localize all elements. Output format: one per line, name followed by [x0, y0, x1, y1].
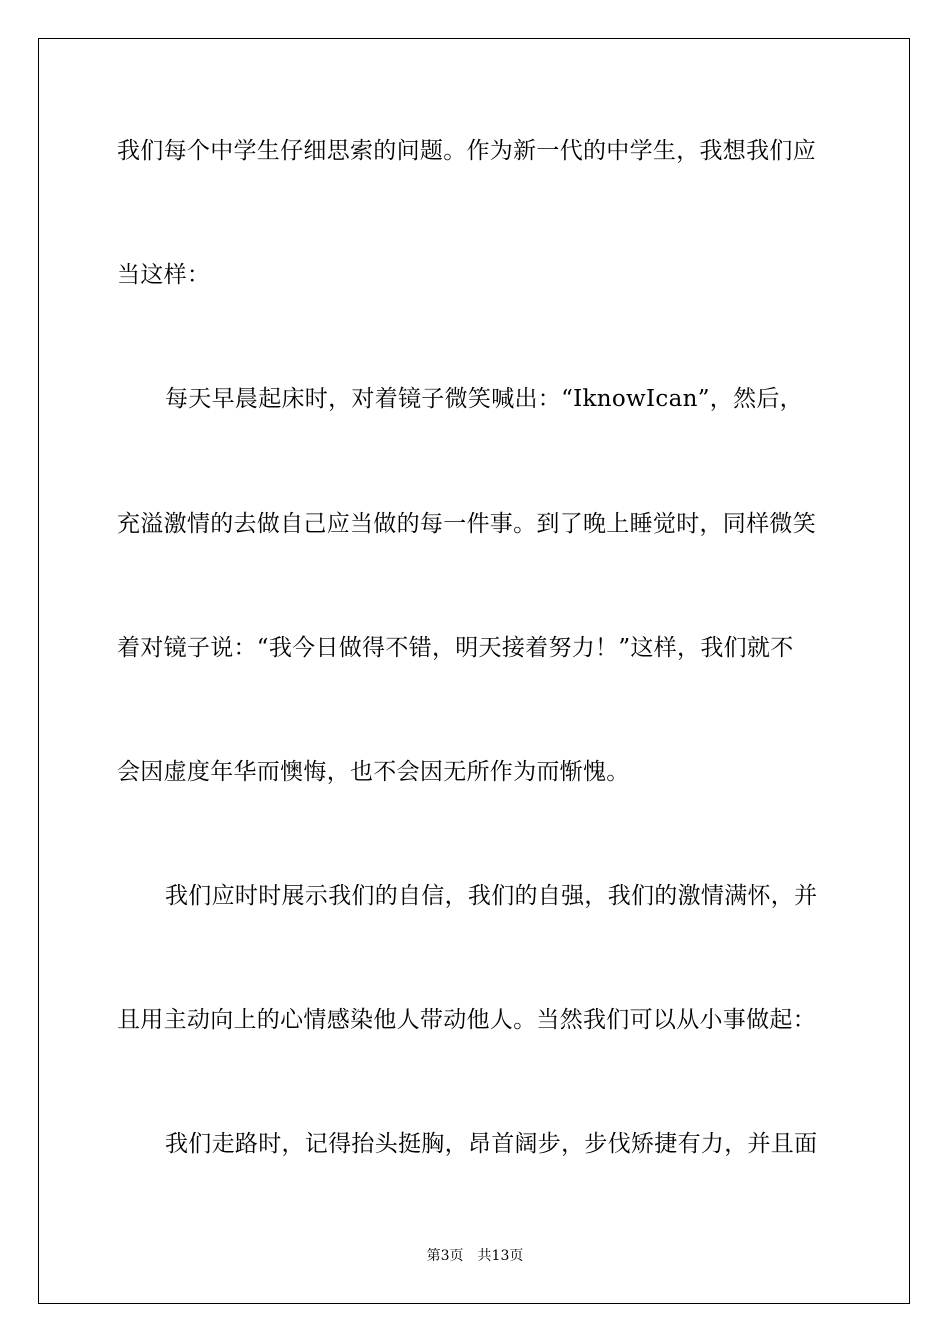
- paragraph-start-line-9: 我们走路时，记得抬头挺胸，昂首阔步，步伐矫捷有力，并且面: [165, 1131, 818, 1157]
- text-line-1: 我们每个中学生仔细思索的问题。作为新一代的中学生，我想我们应: [117, 138, 816, 164]
- text-line-2: 当这样：: [117, 262, 211, 288]
- page-total: 共13页: [477, 1248, 524, 1264]
- page-number: 第3页: [426, 1248, 464, 1264]
- text-line-4: 充溢激情的去做自己应当做的每一件事。到了晚上睡觉时，同样微笑: [117, 511, 816, 537]
- text-line-6: 会因虚度年华而懊悔，也不会因无所作为而惭愧。: [117, 759, 630, 785]
- page-footer: [0, 1246, 950, 1266]
- paragraph-start-line-3: 每天早晨起床时，对着镜子微笑喊出：“IknowIcan”，然后，: [165, 386, 803, 412]
- text-line-8: 且用主动向上的心情感染他人带动他人。当然我们可以从小事做起：: [117, 1007, 816, 1033]
- page-frame: [38, 38, 910, 1304]
- text-line-5: 着对镜子说：“我今日做得不错，明天接着努力！”这样，我们就不: [117, 635, 794, 661]
- paragraph-start-line-7: 我们应时时展示我们的自信，我们的自强，我们的激情满怀，并: [165, 883, 818, 909]
